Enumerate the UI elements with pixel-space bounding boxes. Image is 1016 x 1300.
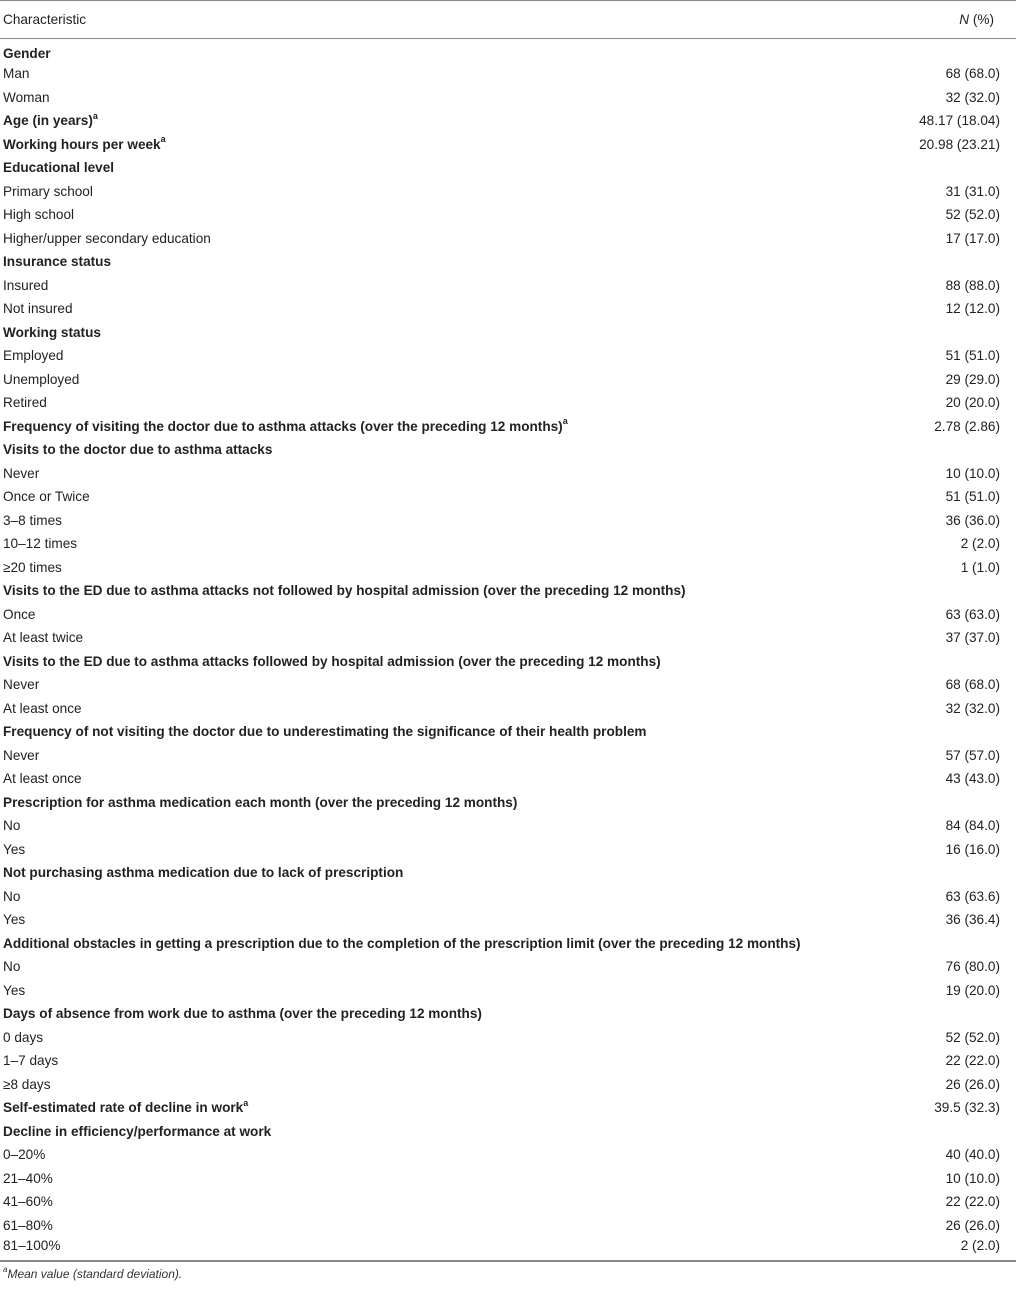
row-value: 29 (29.0) — [945, 371, 1000, 387]
section-row — [0, 321, 1016, 345]
label-text: 1–7 days — [3, 1053, 59, 1069]
label-text: Insured — [3, 277, 49, 293]
table-row — [0, 203, 1016, 227]
table-row — [0, 885, 1016, 909]
row-value: 63 (63.6) — [945, 888, 1000, 904]
row-label — [0, 1190, 866, 1214]
label-text: Gender — [3, 45, 51, 61]
section-label — [0, 791, 866, 815]
row-value — [866, 39, 1016, 63]
table-body — [0, 39, 1016, 1261]
row-label — [0, 368, 866, 392]
section-row — [0, 791, 1016, 815]
table-row — [0, 1237, 1016, 1261]
table-row — [0, 1073, 1016, 1097]
row-value: 19 (20.0) — [945, 982, 1000, 998]
row-label — [0, 814, 866, 838]
row-value — [866, 250, 1016, 274]
row-label — [0, 227, 866, 251]
row-value: 63 (63.0) — [945, 606, 1000, 622]
table-row — [0, 908, 1016, 932]
row-label — [0, 391, 866, 415]
label-text: Woman — [3, 89, 50, 105]
table-row — [0, 509, 1016, 533]
label-text: ≥8 days — [3, 1076, 51, 1092]
label-text: Once or Twice — [3, 489, 90, 505]
row-value: 68 (68.0) — [945, 677, 1000, 693]
table-row — [0, 626, 1016, 650]
section-label — [0, 321, 866, 345]
section-row — [0, 109, 1016, 133]
section-label — [0, 932, 866, 956]
column-header-characteristic: Characteristic — [0, 1, 866, 39]
footnote-ref: a — [243, 1097, 249, 1108]
label-text: 10–12 times — [3, 536, 78, 552]
row-value: 10 (10.0) — [945, 1170, 1000, 1186]
row-label — [0, 297, 866, 321]
row-label — [0, 532, 866, 556]
label-text: Working status — [3, 324, 101, 340]
row-label — [0, 1214, 866, 1238]
row-label — [0, 1049, 866, 1073]
label-text: Additional obstacles in getting a prescription due to the completion of the prescription limit (over the preceding 12 months) — [3, 935, 801, 951]
row-value: 20.98 (23.21) — [919, 136, 1000, 152]
section-label — [0, 156, 866, 180]
label-text: Retired — [3, 395, 47, 411]
label-text: Never — [3, 747, 40, 763]
row-value: 12 (12.0) — [945, 301, 1000, 317]
table-row — [0, 603, 1016, 627]
section-row — [0, 861, 1016, 885]
table-row — [0, 86, 1016, 110]
row-value: 10 (10.0) — [945, 465, 1000, 481]
table-row — [0, 814, 1016, 838]
row-value: 22 (22.0) — [945, 1053, 1000, 1069]
row-label — [0, 62, 866, 86]
row-value: 20 (20.0) — [945, 395, 1000, 411]
section-label — [0, 720, 866, 744]
row-value: 32 (32.0) — [945, 700, 1000, 716]
row-value: 37 (37.0) — [945, 630, 1000, 646]
row-value: 43 (43.0) — [945, 771, 1000, 787]
row-value: 17 (17.0) — [945, 230, 1000, 246]
section-row — [0, 650, 1016, 674]
label-text: Yes — [3, 841, 26, 857]
row-value: 2.78 (2.86) — [934, 418, 1000, 434]
row-value: 39.5 (32.3) — [934, 1100, 1000, 1116]
row-value: 1 (1.0) — [960, 559, 1000, 575]
label-text: ≥20 times — [3, 559, 62, 575]
row-label — [0, 1026, 866, 1050]
column-header-n-percent — [866, 1, 1016, 39]
row-value: 52 (52.0) — [945, 1029, 1000, 1045]
row-label — [0, 274, 866, 298]
row-label — [0, 509, 866, 533]
label-text: 61–80% — [3, 1217, 53, 1233]
row-value: 16 (16.0) — [945, 841, 1000, 857]
row-value: 52 (52.0) — [945, 207, 1000, 223]
row-value — [866, 932, 1016, 956]
row-label — [0, 180, 866, 204]
row-value: 31 (31.0) — [945, 183, 1000, 199]
label-text: At least twice — [3, 630, 84, 646]
label-text: Visits to the ED due to asthma attacks not followed by hospital admission (over the preceding 12 months) — [3, 583, 686, 599]
section-label — [0, 39, 866, 63]
section-row — [0, 579, 1016, 603]
table-row — [0, 1026, 1016, 1050]
section-row — [0, 39, 1016, 63]
row-value — [866, 1120, 1016, 1144]
section-label — [0, 1002, 866, 1026]
label-text: Self-estimated rate of decline in work — [3, 1100, 244, 1116]
label-text: No — [3, 888, 21, 904]
row-value: 48.17 (18.04) — [919, 113, 1000, 129]
row-label — [0, 955, 866, 979]
row-value: 36 (36.4) — [945, 912, 1000, 928]
label-text: Unemployed — [3, 371, 80, 387]
n-label: N — [959, 12, 970, 27]
row-value: 76 (80.0) — [945, 959, 1000, 975]
section-row — [0, 415, 1016, 439]
row-value: 68 (68.0) — [945, 66, 1000, 82]
section-label — [0, 1096, 866, 1120]
row-label — [0, 603, 866, 627]
section-label — [0, 133, 866, 157]
section-row — [0, 250, 1016, 274]
row-value — [866, 650, 1016, 674]
label-text: No — [3, 959, 21, 975]
label-text: Age (in years) — [3, 113, 93, 129]
row-label — [0, 626, 866, 650]
label-text: Not insured — [3, 301, 73, 317]
table-row — [0, 1214, 1016, 1238]
table-row — [0, 1167, 1016, 1191]
footnote-marker: a — [3, 1265, 8, 1274]
section-label — [0, 109, 866, 133]
table-row — [0, 744, 1016, 768]
row-label — [0, 86, 866, 110]
table-row — [0, 274, 1016, 298]
label-text: Once — [3, 606, 36, 622]
table-row — [0, 838, 1016, 862]
row-label — [0, 1143, 866, 1167]
footnote-text: Mean value (standard deviation). — [7, 1267, 183, 1281]
label-text: Never — [3, 677, 40, 693]
label-text: Visits to the ED due to asthma attacks followed by hospital admission (over the preceding 12 months) — [3, 653, 661, 669]
section-label — [0, 579, 866, 603]
row-value: 51 (51.0) — [945, 489, 1000, 505]
table-row — [0, 344, 1016, 368]
row-label — [0, 908, 866, 932]
table-footnote — [0, 1262, 1016, 1281]
table-row — [0, 697, 1016, 721]
row-label — [0, 462, 866, 486]
section-label — [0, 861, 866, 885]
row-value: 22 (22.0) — [945, 1194, 1000, 1210]
label-text: Man — [3, 66, 30, 82]
label-text: Not purchasing asthma medication due to lack of prescription — [3, 865, 404, 881]
section-label — [0, 250, 866, 274]
header-row — [0, 1, 1016, 39]
row-value: 32 (32.0) — [945, 89, 1000, 105]
label-text: High school — [3, 207, 75, 223]
row-value: 40 (40.0) — [945, 1147, 1000, 1163]
table-row — [0, 673, 1016, 697]
label-text: Employed — [3, 348, 64, 364]
row-label — [0, 485, 866, 509]
table-row — [0, 532, 1016, 556]
section-row — [0, 720, 1016, 744]
section-row — [0, 133, 1016, 157]
row-label — [0, 744, 866, 768]
label-text: No — [3, 818, 21, 834]
label-text: 81–100% — [3, 1238, 61, 1253]
label-text: Insurance status — [3, 254, 112, 270]
label-text: Yes — [3, 982, 26, 998]
row-value — [866, 156, 1016, 180]
table-row — [0, 1049, 1016, 1073]
row-value: 88 (88.0) — [945, 277, 1000, 293]
row-label — [0, 1073, 866, 1097]
row-value — [866, 438, 1016, 462]
label-text: Visits to the doctor due to asthma attacks — [3, 442, 273, 458]
row-value — [866, 720, 1016, 744]
row-value — [866, 1002, 1016, 1026]
row-value: 26 (26.0) — [945, 1217, 1000, 1233]
row-label — [0, 979, 866, 1003]
section-label — [0, 415, 866, 439]
row-value: 26 (26.0) — [945, 1076, 1000, 1092]
table-row — [0, 1143, 1016, 1167]
table-row — [0, 368, 1016, 392]
section-label — [0, 1120, 866, 1144]
section-row — [0, 932, 1016, 956]
row-label — [0, 673, 866, 697]
section-row — [0, 1002, 1016, 1026]
row-label — [0, 697, 866, 721]
row-label — [0, 838, 866, 862]
label-text: 3–8 times — [3, 512, 62, 528]
label-text: Frequency of not visiting the doctor due to underestimating the significance of their health problem — [3, 724, 647, 740]
label-text: At least once — [3, 771, 82, 787]
table-row — [0, 297, 1016, 321]
row-value: 36 (36.0) — [945, 512, 1000, 528]
footnote-ref: a — [92, 110, 98, 121]
row-value — [866, 861, 1016, 885]
table-row — [0, 227, 1016, 251]
footnote-ref: a — [160, 134, 166, 145]
row-value — [866, 791, 1016, 815]
label-text: Prescription for asthma medication each month (over the preceding 12 months) — [3, 794, 518, 810]
section-row — [0, 1120, 1016, 1144]
row-value: 2 (2.0) — [960, 536, 1000, 552]
section-row — [0, 438, 1016, 462]
label-text: 21–40% — [3, 1170, 53, 1186]
section-label — [0, 438, 866, 462]
table-row — [0, 180, 1016, 204]
label-text: Days of absence from work due to asthma (over the preceding 12 months) — [3, 1006, 482, 1022]
row-value: 51 (51.0) — [945, 348, 1000, 364]
table-row — [0, 979, 1016, 1003]
footnote-ref: a — [562, 416, 568, 427]
section-row — [0, 156, 1016, 180]
label-text: At least once — [3, 700, 82, 716]
row-label — [0, 203, 866, 227]
table-row — [0, 955, 1016, 979]
label-text: Never — [3, 465, 40, 481]
row-label — [0, 1237, 866, 1261]
label-text: 0–20% — [3, 1147, 46, 1163]
row-label — [0, 767, 866, 791]
percent-label: (%) — [969, 12, 994, 27]
section-label — [0, 650, 866, 674]
table-row — [0, 485, 1016, 509]
label-text: 0 days — [3, 1029, 44, 1045]
row-value: 84 (84.0) — [945, 818, 1000, 834]
table-row — [0, 391, 1016, 415]
label-text: Frequency of visiting the doctor due to asthma attacks (over the preceding 12 months) — [3, 418, 563, 434]
label-text: Higher/upper secondary education — [3, 230, 211, 246]
row-value — [866, 579, 1016, 603]
row-label — [0, 344, 866, 368]
row-label — [0, 1167, 866, 1191]
label-text: 41–60% — [3, 1194, 53, 1210]
row-label — [0, 885, 866, 909]
row-label — [0, 556, 866, 580]
section-row — [0, 1096, 1016, 1120]
label-text: Yes — [3, 912, 26, 928]
table-header — [0, 1, 1016, 39]
row-value — [866, 321, 1016, 345]
table-row — [0, 462, 1016, 486]
label-text: Primary school — [3, 183, 93, 199]
table-row — [0, 767, 1016, 791]
row-value: 2 (2.0) — [960, 1238, 1000, 1253]
table-row — [0, 1190, 1016, 1214]
label-text: Educational level — [3, 160, 115, 176]
table-row — [0, 62, 1016, 86]
row-value: 57 (57.0) — [945, 747, 1000, 763]
label-text: Working hours per week — [3, 136, 161, 152]
label-text: Decline in efficiency/performance at work — [3, 1123, 272, 1139]
table-row — [0, 556, 1016, 580]
